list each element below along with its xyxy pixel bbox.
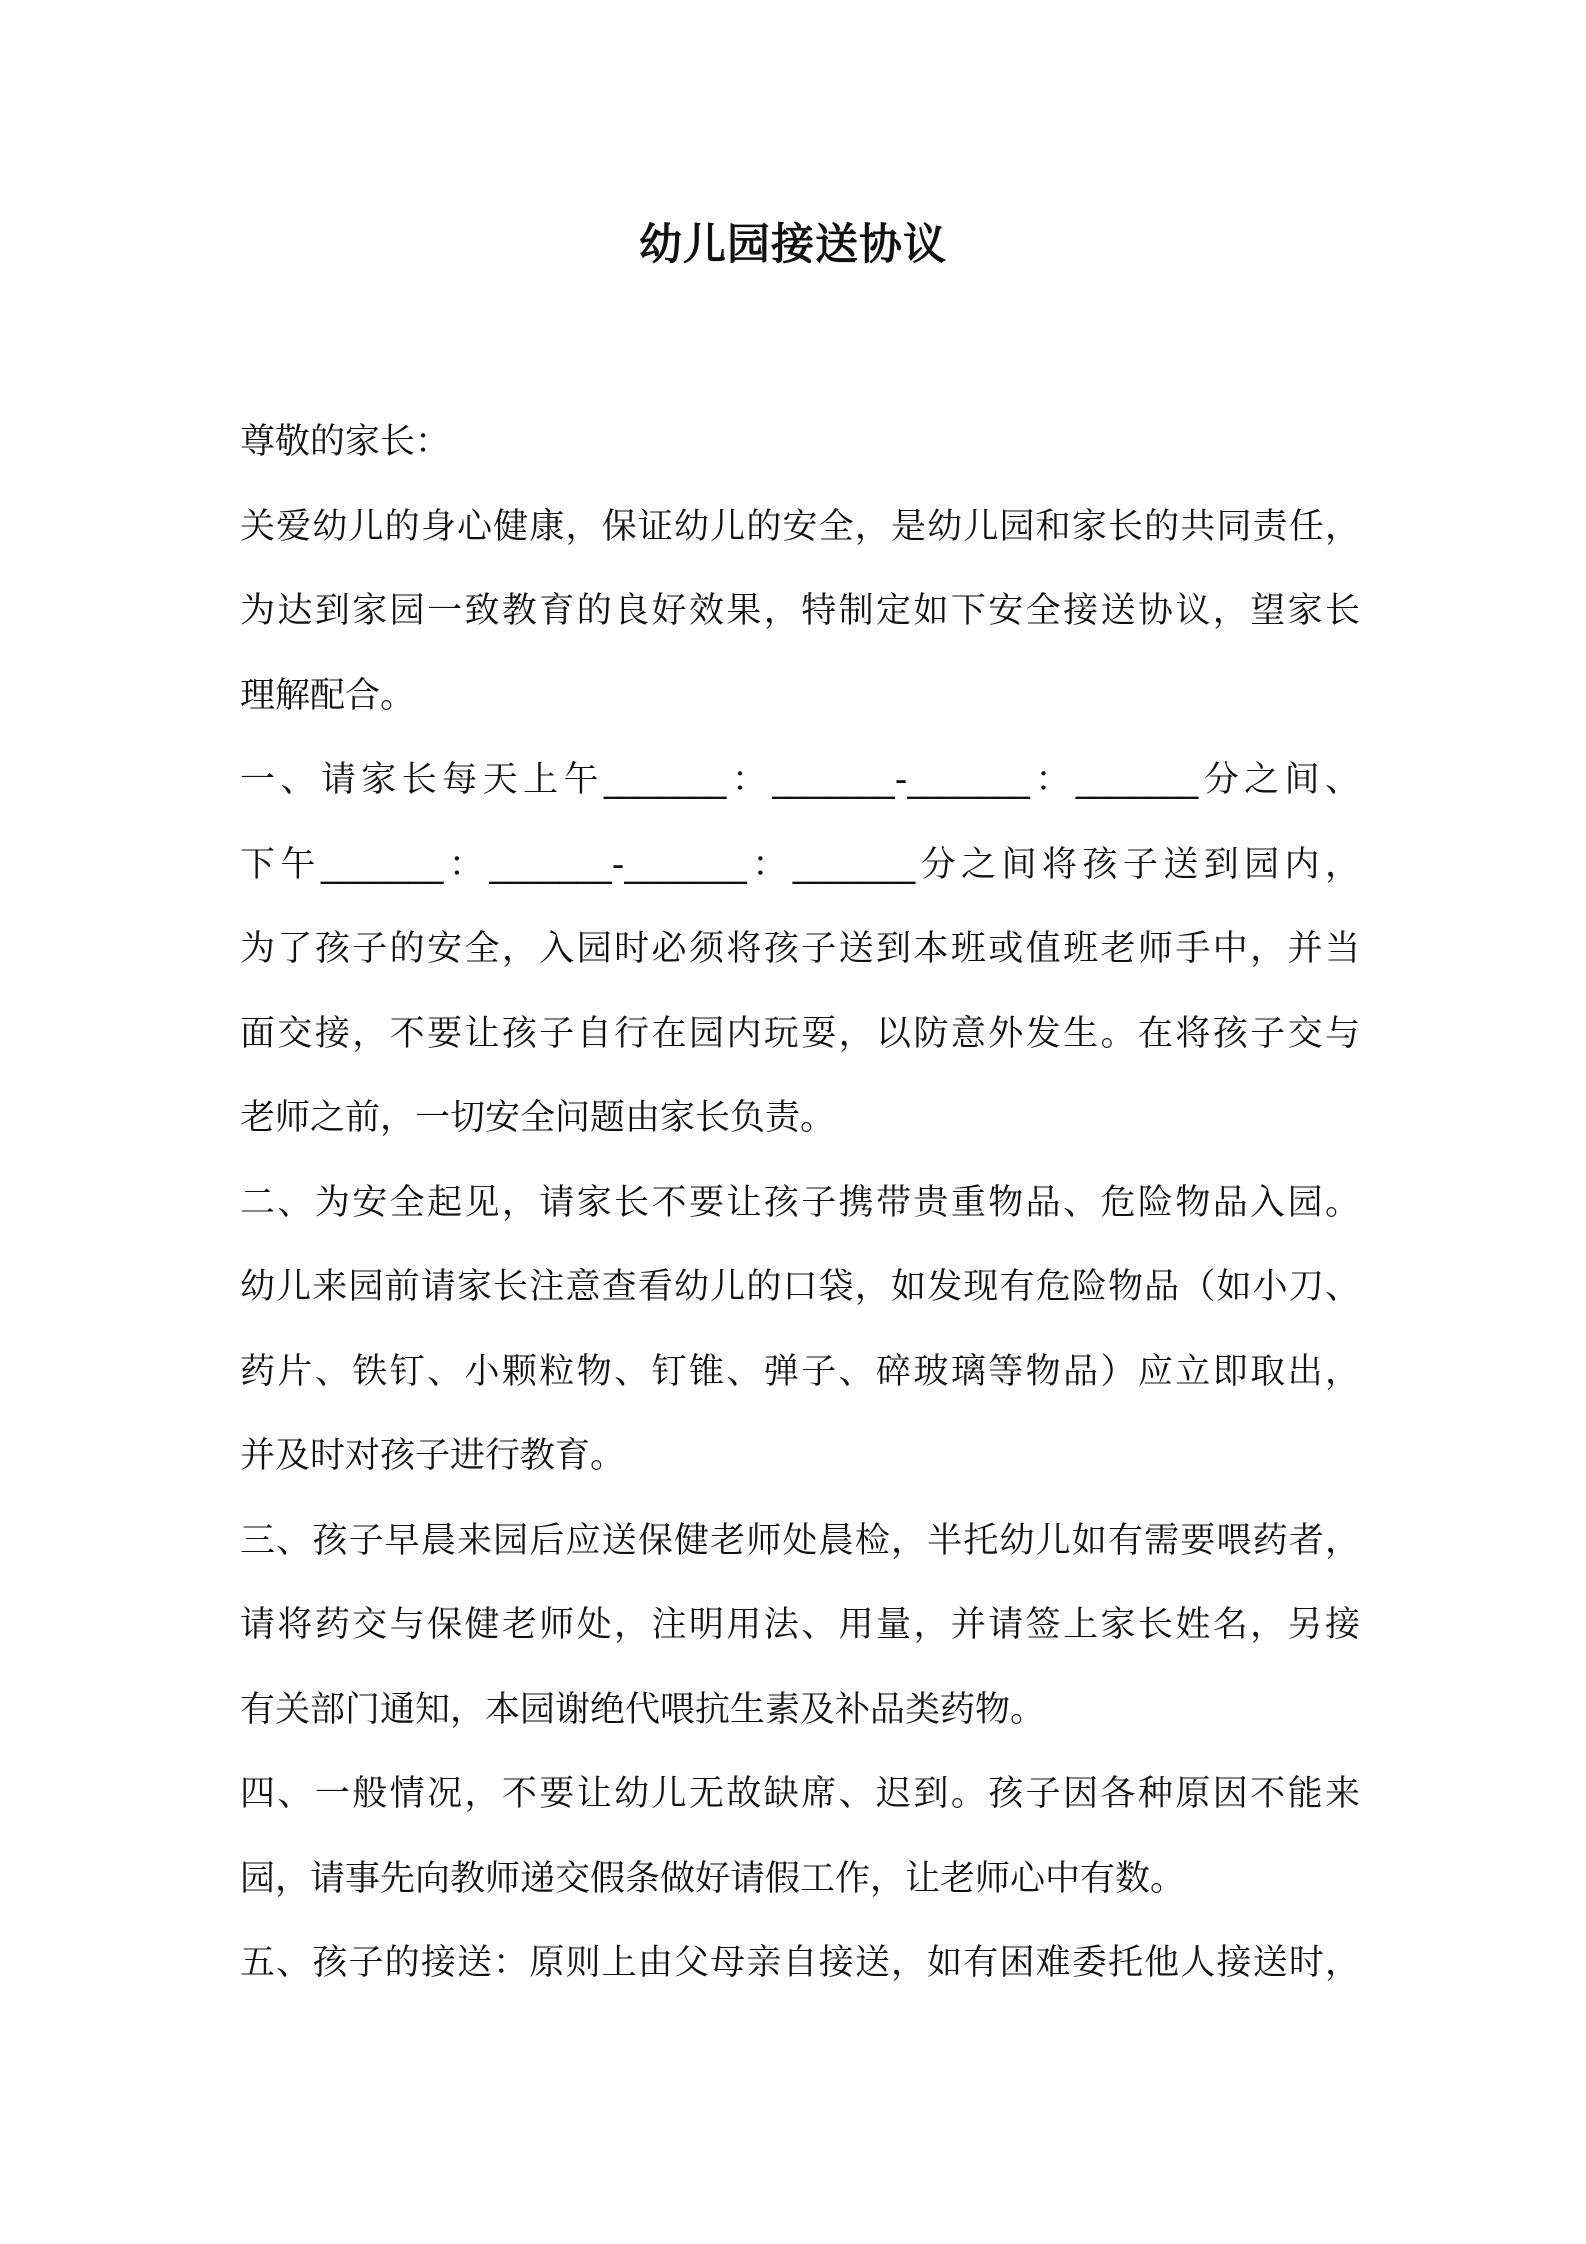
clause-2-line: 幼儿来园前请家长注意查看幼儿的口袋，如发现有危险物品（如小刀、: [240, 1267, 1360, 1307]
paragraph-line: 为达到家园一致教育的良好效果，特制定如下安全接送协议，望家长: [240, 591, 1360, 631]
clause-1-line: 一、请家长每天上午_______：_______-_______：_______分之间、: [240, 760, 1360, 800]
clause-1-line: 下午_______：_______-_______：_______分之间将孩子送到园内，: [240, 844, 1360, 885]
clause-2-line: 二、为安全起见，请家长不要让孩子携带贵重物品、危险物品入园。: [240, 1182, 1360, 1223]
clause-3-line: 有关部门通知，本园谢绝代喂抗生素及补品类药物。: [240, 1689, 1046, 1730]
paragraph-line: 理解配合。: [240, 675, 416, 716]
salutation-line: 尊敬的家长：: [240, 422, 451, 462]
clause-1-line: 面交接，不要让孩子自行在园内玩耍，以防意外发生。在将孩子交与: [240, 1013, 1360, 1054]
document-title: 幼儿园接送协议: [639, 220, 947, 270]
clause-3-line: 请将药交与保健老师处，注明用法、用量，并请签上家长姓名，另接: [240, 1605, 1360, 1645]
clause-1-line: 为了孩子的安全，入园时必须将孩子送到本班或值班老师手中，并当: [240, 929, 1360, 969]
document-body: [240, 400, 1360, 2006]
clause-5-line: 五、孩子的接送：原则上由父母亲自接送，如有困难委托他人接送时，: [240, 1943, 1360, 1983]
clause-4-line: 四、一般情况，不要让幼儿无故缺席、迟到。孩子因各种原因不能来: [240, 1774, 1360, 1814]
clause-3-line: 三、孩子早晨来园后应送保健老师处晨检，半托幼儿如有需要喂药者，: [240, 1520, 1360, 1561]
clause-2-line: 并及时对孩子进行教育。: [240, 1436, 626, 1476]
clause-4-line: 园，请事先向教师递交假条做好请假工作，让老师心中有数。: [240, 1858, 1186, 1899]
clause-2-line: 药片、铁钉、小颗粒物、钉锥、弹子、碎玻璃等物品）应立即取出，: [240, 1351, 1360, 1392]
clause-1-line: 老师之前，一切安全问题由家长负责。: [240, 1098, 836, 1138]
paragraph-line: 关爱幼儿的身心健康，保证幼儿的安全，是幼儿园和家长的共同责任，: [240, 506, 1360, 547]
